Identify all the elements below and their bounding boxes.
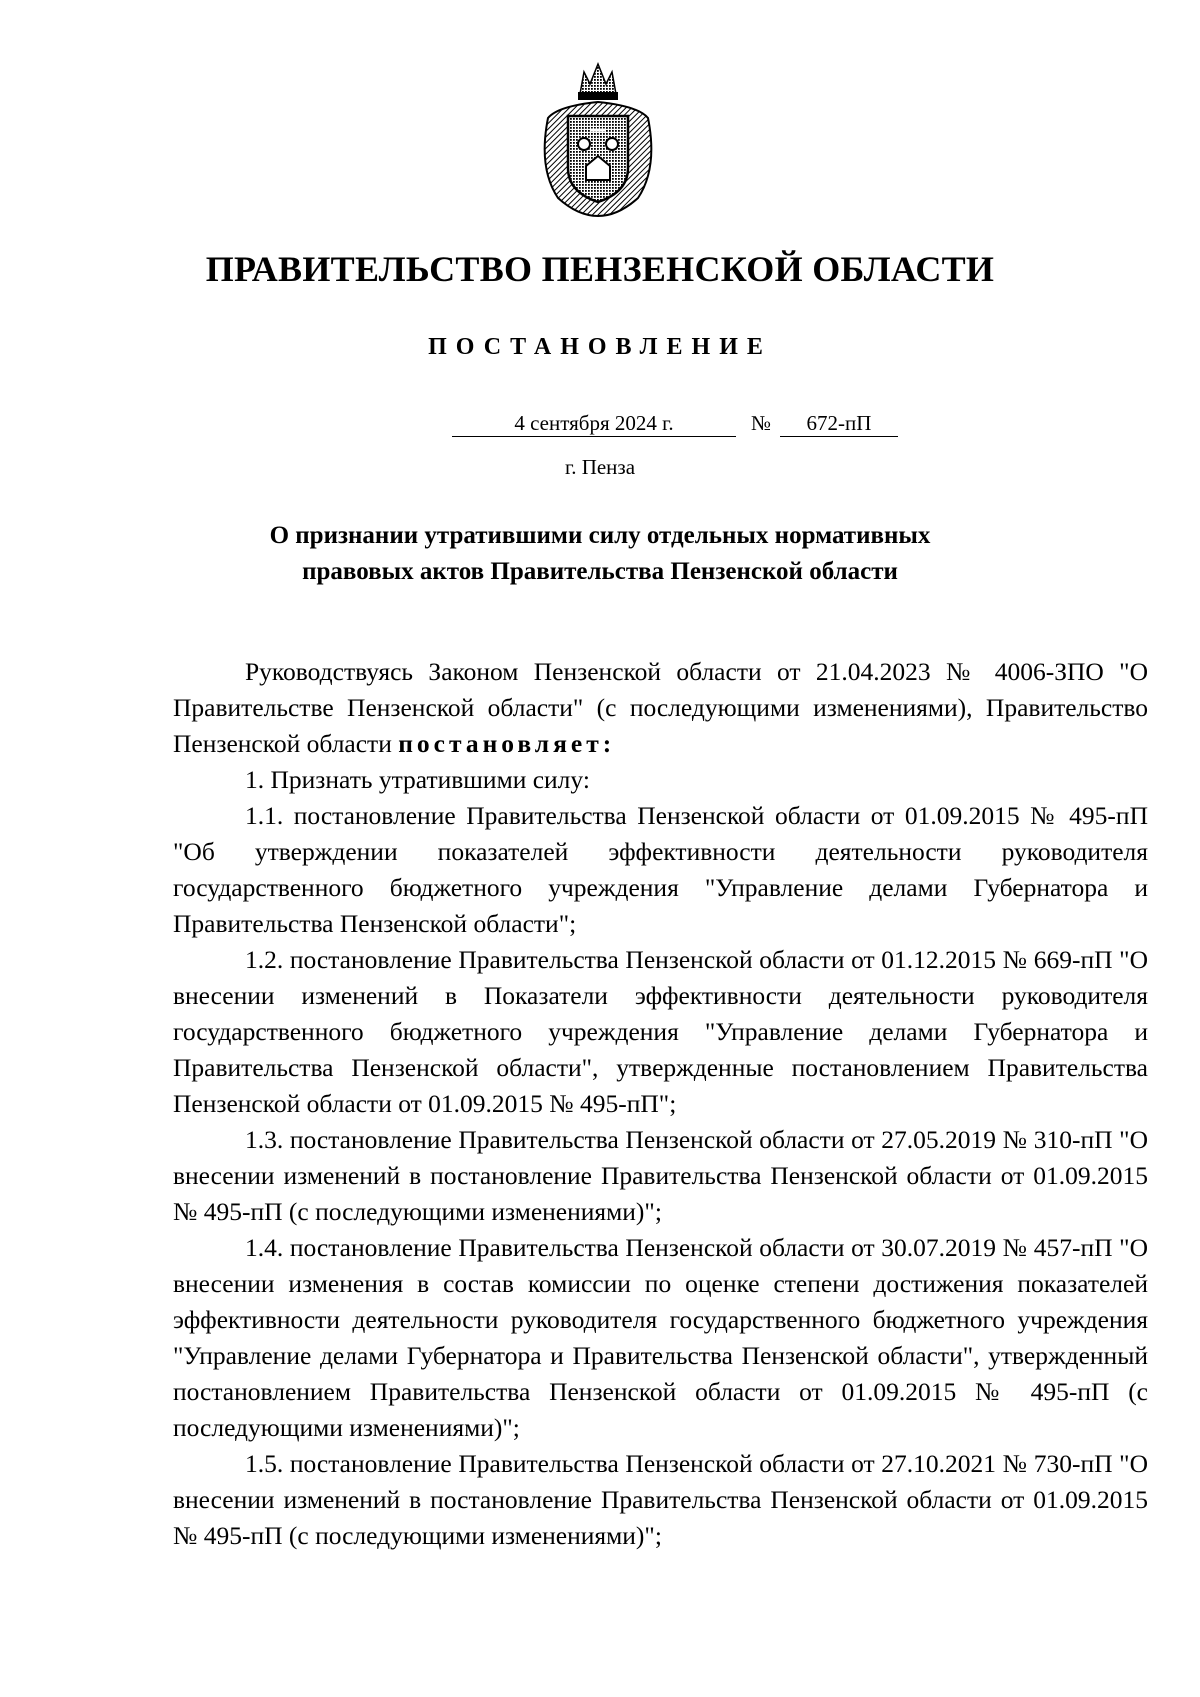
preamble-paragraph [173, 654, 1148, 762]
issuing-authority: ПРАВИТЕЛЬСТВО ПЕНЗЕНСКОЙ ОБЛАСТИ [205, 249, 995, 289]
title-line-2: правовых актов Правительства Пензенской области [302, 558, 898, 585]
item-1-4: 1.4. постановление Правительства Пензенской области от 30.07.2019 № 457-пП "О внесении изменения в состав комиссии по оценке степени достижения показателей эффективности деятельности руководителя государственного бюджетного учреждения "Управление делами Губернатора и Правительства Пензенской области", утвержденный постановлением Правительства Пензенской области от 01.09.2015 № 495-пП (с последующими изменениями)"; [173, 1233, 1148, 1442]
item-1-2: 1.2. постановление Правительства Пензенской области от 01.12.2015 № 669-пП "О внесении изменений в Показатели эффективности деятельности руководителя государственного бюджетного учреждения "Управление делами Губернатора и Правительства Пензенской области", утвержденные постановлением Правительства Пензенской области от 01.09.2015 № 495-пП"; [173, 945, 1148, 1118]
item-1-5: 1.5. постановление Правительства Пензенской области от 27.10.2021 № 730-пП "О внесении изменений в постановление Правительства Пензенской области от 01.09.2015 № 495-пП (с последующими изменениями)"; [173, 1449, 1148, 1550]
document-date: 4 сентября 2024 г. [452, 410, 736, 437]
item-1-3: 1.3. постановление Правительства Пензенской области от 27.05.2019 № 310-пП "О внесении изменений в постановление Правительства Пензенской области от 01.09.2015 № 495-пП (с последующими изменениями)"; [173, 1125, 1148, 1226]
document-type: ПОСТАНОВЛЕНИЕ [428, 334, 772, 360]
issuing-city: г. Пенза [564, 455, 636, 479]
document-number: 672-пП [780, 410, 898, 437]
number-sign: № [750, 411, 772, 435]
item-1-1: 1.1. постановление Правительства Пензенской области от 01.09.2015 № 495-пП "Об утверждении показателей эффективности деятельности руководителя государственного бюджетного учреждения "Управление делами Губернатора и Правительства Пензенской области"; [173, 801, 1148, 938]
title-line-1: О признании утратившими силу отдельных нормативных [269, 522, 931, 549]
decree-word: постановляет: [398, 729, 616, 758]
coat-of-arms-icon [528, 58, 668, 218]
document-title [220, 518, 980, 590]
document-body [173, 654, 1148, 1554]
preamble-text: Руководствуясь Законом Пензенской области от 21.04.2023 № 4006-ЗПО "О Правительстве Пензенской области" (с последующими изменениями), Правительство Пензенской области [173, 657, 1148, 758]
item-1: 1. Признать утратившими силу: [245, 765, 590, 794]
